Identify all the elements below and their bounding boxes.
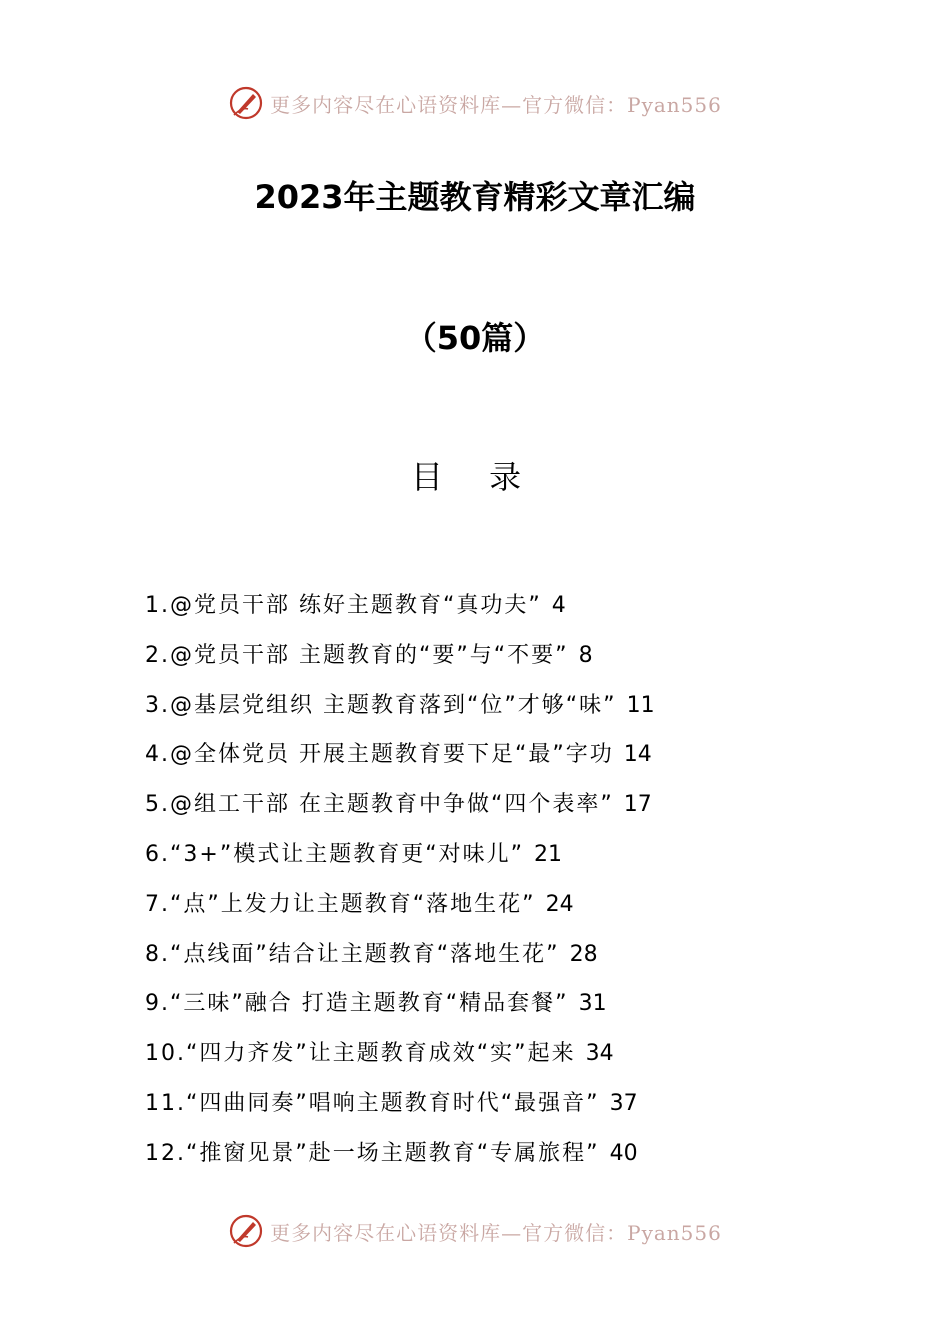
- toc-item[interactable]: [145, 588, 865, 638]
- footer-watermark-banner: [0, 1211, 950, 1251]
- document-subtitle: （50篇）: [404, 319, 546, 357]
- toc-item-page: 4: [551, 593, 566, 618]
- toc-item[interactable]: [145, 937, 865, 987]
- toc-item[interactable]: [145, 1036, 865, 1086]
- header-watermark-banner: [0, 83, 950, 123]
- toc-item[interactable]: [145, 986, 865, 1036]
- toc-item[interactable]: [145, 688, 865, 738]
- watermark-text: 更多内容尽在心语资料库—官方微信：Pyan556: [270, 92, 722, 117]
- toc-item-title: 3.@基层党组织 主题教育落到“位”才够“味”: [145, 692, 617, 718]
- document-title: 2023年主题教育精彩文章汇编: [254, 178, 696, 216]
- toc-item-title: 4.@全体党员 开展主题教育要下足“最”字功: [145, 742, 614, 768]
- toc-item-page: 34: [585, 1041, 614, 1067]
- toc-item-title: 5.@组工干部 在主题教育中争做“四个表率”: [145, 792, 614, 818]
- toc-item-page: 8: [578, 642, 593, 668]
- toc-item-page: 17: [623, 792, 652, 818]
- toc-item-title: 7.“点”上发力让主题教育“落地生花”: [145, 891, 536, 917]
- toc-item-title: 10.“四力齐发”让主题教育成效“实”起来: [145, 1041, 576, 1067]
- toc-item-title: 6.“3+”模式让主题教育更“对味儿”: [145, 841, 525, 867]
- toc-item-title: 2.@党员干部 主题教育的“要”与“不要”: [145, 642, 569, 668]
- toc-item-page: 21: [534, 841, 563, 867]
- toc-item-page: 37: [609, 1090, 638, 1116]
- toc-item[interactable]: [145, 887, 865, 937]
- watermark-text: 更多内容尽在心语资料库—官方微信：Pyan556: [270, 1220, 722, 1245]
- toc-item[interactable]: [145, 837, 865, 887]
- quill-pen-logo-icon: [228, 1213, 264, 1249]
- toc-item[interactable]: [145, 1136, 865, 1186]
- toc-item-page: 28: [569, 941, 598, 967]
- toc-item-title: 11.“四曲同奏”唱响主题教育时代“最强音”: [145, 1090, 600, 1116]
- toc-item-page: 11: [626, 692, 655, 718]
- toc-item[interactable]: [145, 1086, 865, 1136]
- toc-item-page: 40: [609, 1140, 638, 1166]
- toc-item-title: 12.“推窗见景”赴一场主题教育“专属旅程”: [145, 1140, 600, 1166]
- toc-item-page: 31: [578, 991, 607, 1017]
- quill-pen-logo-icon: [228, 85, 264, 121]
- toc-item[interactable]: [145, 737, 865, 787]
- toc-item-page: 24: [545, 891, 574, 917]
- toc-item[interactable]: [145, 787, 865, 837]
- toc-item-title: 8.“点线面”结合让主题教育“落地生花”: [145, 941, 560, 967]
- toc-heading: 目 录: [410, 458, 540, 496]
- toc-item-title: 9.“三味”融合 打造主题教育“精品套餐”: [145, 991, 569, 1017]
- toc-item-title: 1.@党员干部 练好主题教育“真功夫”: [145, 593, 542, 618]
- table-of-contents: [145, 588, 865, 1186]
- toc-item-page: 14: [623, 742, 652, 768]
- toc-item[interactable]: [145, 638, 865, 688]
